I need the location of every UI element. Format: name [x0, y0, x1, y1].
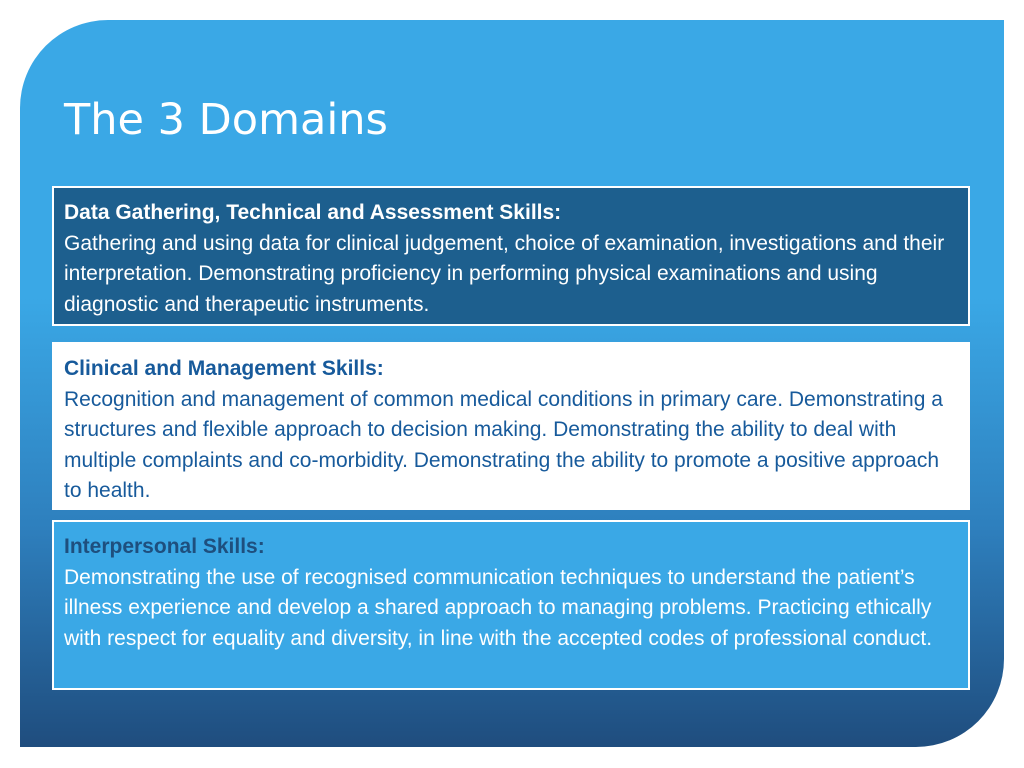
slide-title: The 3 Domains [64, 95, 388, 145]
domain-box-interpersonal [52, 520, 970, 690]
domain-box-data-gathering [52, 186, 970, 326]
domain-heading: Clinical and Management Skills: [64, 357, 384, 380]
domain-description: Demonstrating the use of recognised communication techniques to understand the patient’s illness experience and develop a shared approach to managing problems. Practicing ethically with respect for equality and diversity, in line with the accepted codes of professional conduct. [64, 565, 933, 650]
domain-heading: Interpersonal Skills: [64, 535, 265, 558]
domain-heading: Data Gathering, Technical and Assessment Skills: [64, 201, 562, 224]
domain-description: Gathering and using data for clinical judgement, choice of examination, investigations and their interpretation. Demonstrating proficiency in performing physical examinations and using diagnostic and therapeutic instruments. [64, 231, 945, 316]
domain-box-clinical-management [52, 342, 970, 510]
slide-background [20, 20, 1004, 747]
domain-description: Recognition and management of common medical conditions in primary care. Demonstrating a structures and flexible approach to decision making. Demonstrating the ability to deal with multiple complaints and co-morbidity. Demonstrating the ability to promote a positive approach to health. [64, 387, 943, 502]
